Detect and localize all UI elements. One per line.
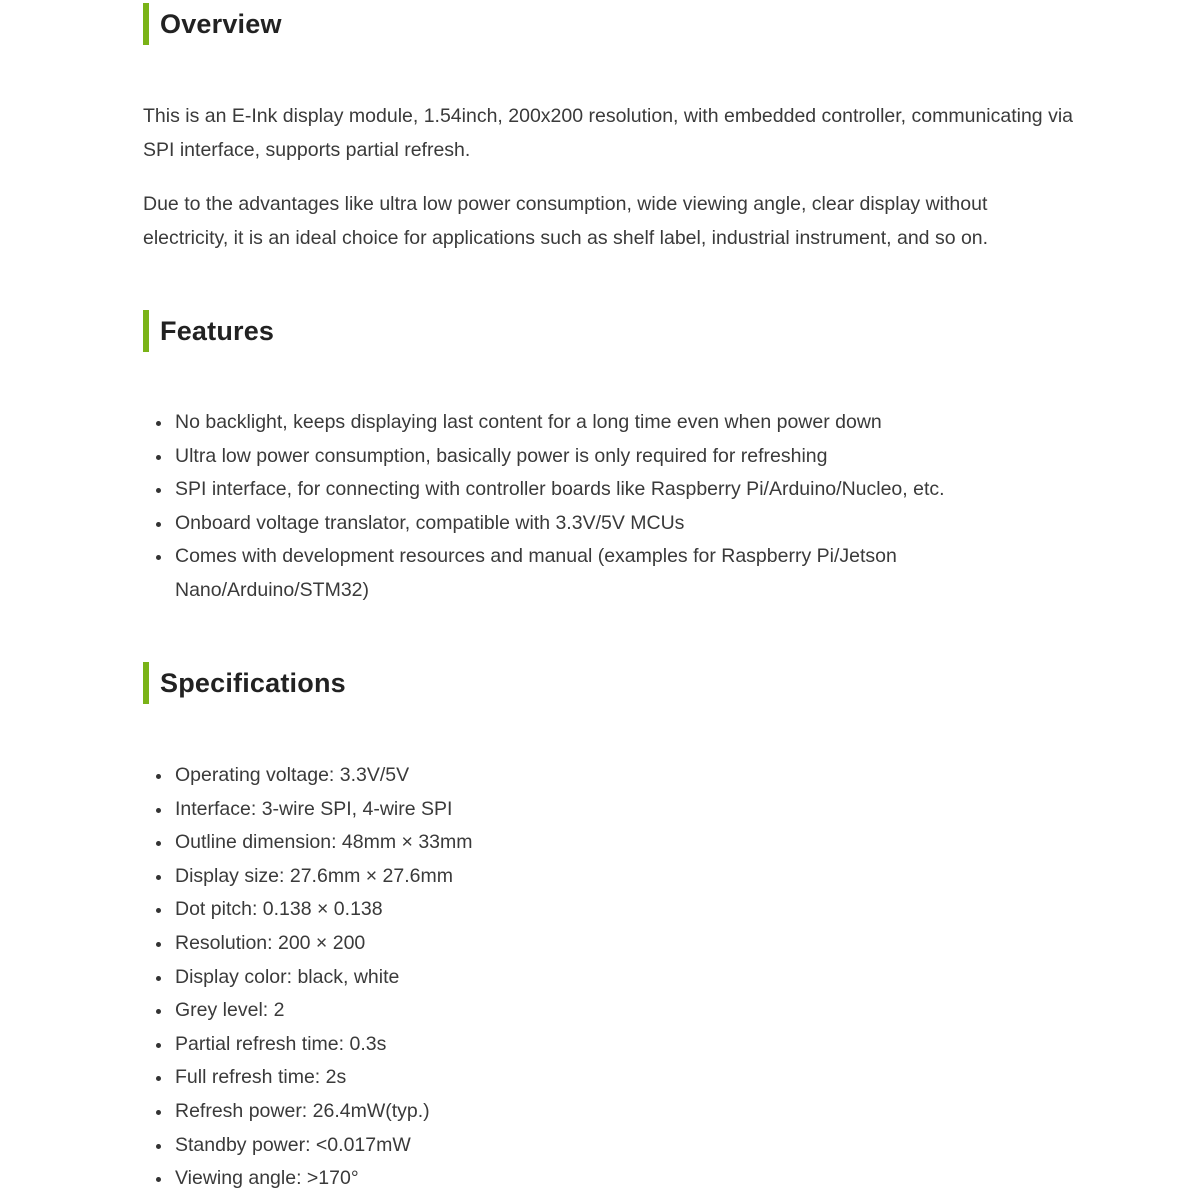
list-item: Interface: 3-wire SPI, 4-wire SPI — [143, 793, 1073, 827]
specifications-accent-bar — [143, 662, 149, 704]
overview-paragraph-2: Due to the advantages like ultra low power consumption, wide viewing angle, clear display without electricity, it is an ideal choice for applications such as shelf label, industrial instrument, and so on. — [143, 193, 989, 249]
list-item: Viewing angle: >170° — [143, 1162, 1073, 1196]
specifications-list — [143, 759, 1073, 1196]
list-item: Resolution: 200 × 200 — [143, 927, 1073, 961]
list-item: Onboard voltage translator, compatible with 3.3V/5V MCUs — [143, 507, 1003, 541]
list-item: Outline dimension: 48mm × 33mm — [143, 826, 1073, 860]
overview-accent-bar — [143, 3, 149, 45]
list-item: Dot pitch: 0.138 × 0.138 — [143, 893, 1073, 927]
specifications-heading — [143, 662, 346, 704]
list-item: Display color: black, white — [143, 961, 1073, 995]
features-accent-bar — [143, 310, 149, 352]
list-item: Grey level: 2 — [143, 994, 1073, 1028]
list-item: Full refresh time: 2s — [143, 1061, 1073, 1095]
features-title: Features — [160, 315, 275, 346]
list-item: Refresh power: 26.4mW(typ.) — [143, 1095, 1073, 1129]
list-item: Comes with development resources and manual (examples for Raspberry Pi/Jetson Nano/Arduino/STM32) — [143, 540, 975, 607]
overview-paragraph-1: This is an E-Ink display module, 1.54inch, 200x200 resolution, with embedded controller, communicating via SPI interface, supports partial refresh. — [143, 105, 1074, 161]
list-item: Standby power: <0.017mW — [143, 1129, 1073, 1163]
features-list — [143, 406, 1003, 608]
list-item: No backlight, keeps displaying last content for a long time even when power down — [143, 406, 1003, 440]
features-heading — [143, 310, 274, 352]
list-item: SPI interface, for connecting with controller boards like Raspberry Pi/Arduino/Nucleo, etc. — [143, 473, 1003, 507]
list-item: Operating voltage: 3.3V/5V — [143, 759, 1073, 793]
overview-heading — [143, 3, 282, 45]
overview-title: Overview — [160, 8, 282, 39]
specifications-title: Specifications — [160, 667, 346, 698]
list-item: Display size: 27.6mm × 27.6mm — [143, 860, 1073, 894]
list-item: Partial refresh time: 0.3s — [143, 1028, 1073, 1062]
list-item: Ultra low power consumption, basically power is only required for refreshing — [143, 440, 1003, 474]
